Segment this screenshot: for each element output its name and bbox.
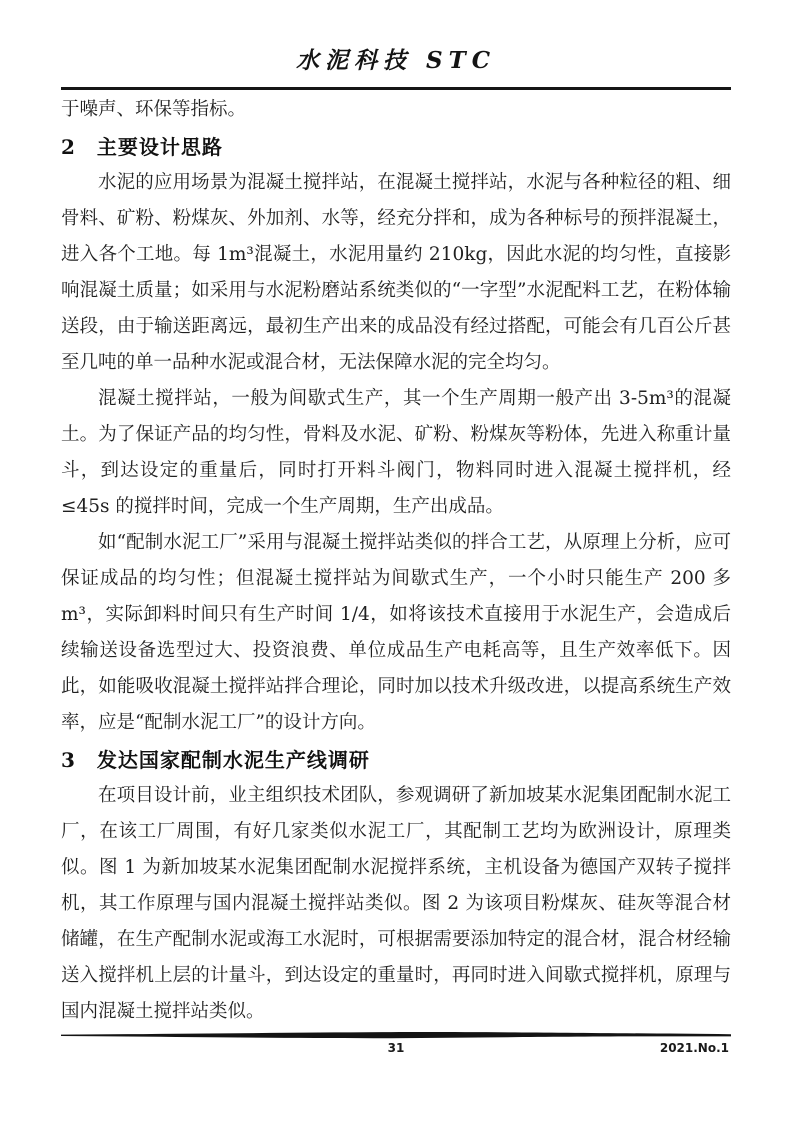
page-content [61, 0, 731, 1030]
continuation-paragraph: 于噪声、环保等指标。 [61, 99, 247, 120]
section-heading-3 [61, 744, 731, 776]
document-body [61, 92, 731, 1030]
section-heading-2 [61, 131, 731, 163]
section-title: 主要设计思路 [96, 135, 223, 159]
footer-row [61, 1040, 731, 1058]
section-2-paragraph-1: 水泥的应用场景为混凝土搅拌站，在混凝土搅拌站，水泥与各种粒径的粗、细骨料、矿粉、粉煤灰、外加剂、水等，经充分拌和，成为各种标号的预拌混凝土，进入各个工地。每 1m³混凝土，水泥用量约 210kg，因此水泥的均匀性，直接影响混凝土质量；如采用与水泥粉磨站系统类似的“一字型”水泥配料工艺，在粉体输送段，由于输送距离远，最初生产出来的成品没有经过搭配，可能会有几百公斤甚至几吨的单一品种水泥或混合材，无法保障水泥的完全均匀。 [61, 172, 731, 373]
header-rule [61, 87, 731, 90]
section-2-paragraph-3: 如“配制水泥工厂”采用与混凝土搅拌站类似的拌合工艺，从原理上分析，应可保证成品的均匀性；但混凝土搅拌站为间歇式生产，一个小时只能生产 200 多m³，实际卸料时间只有生产时间 1/4，如将该技术直接用于水泥生产，会造成后续输送设备选型过大、投资浪费、单位成品生产电耗高等，且生产效率低下。因此，如能吸收混凝土搅拌站拌合理论，同时加以技术升级改进，以提高系统生产效率，应是“配制水泥工厂”的设计方向。 [61, 532, 731, 733]
page-header [61, 0, 731, 90]
sections-container [61, 131, 731, 1030]
section-2-paragraph-2: 混凝土搅拌站，一般为间歇式生产，其一个生产周期一般产出 3-5m³的混凝土。为了保证产品的均匀性，骨料及水泥、矿粉、粉煤灰等粉体，先进入称重计量斗，到达设定的重量后，同时打开料斗阀门，物料同时进入混凝土搅拌机，经≤45s 的搅拌时间，完成一个生产周期，生产出成品。 [61, 388, 731, 517]
section-3-paragraph-1: 在项目设计前，业主组织技术团队，参观调研了新加坡某水泥集团配制水泥工厂，在该工厂周围，有好几家类似水泥工厂，其配制工艺均为欧洲设计，原理类似。图 1 为新加坡某水泥集团配制水泥搅拌系统，主机设备为德国产双转子搅拌机，其工作原理与国内混凝土搅拌站类似。图 2 为该项目粉煤灰、硅灰等混合材储罐，在生产配制水泥或海工水泥时，可根据需要添加特定的混合材，混合材经输送入搅拌机上层的计量斗，到达设定的重量时，再同时进入间歇式搅拌机，原理与国内混凝土搅拌站类似。 [61, 785, 731, 1022]
page-footer [61, 1031, 731, 1058]
journal-title: 水泥科技 STC [295, 47, 497, 74]
section-title: 发达国家配制水泥生产线调研 [96, 748, 370, 772]
footer-page-number: 31 [387, 1041, 405, 1055]
footer-rule [61, 1031, 731, 1040]
section-number: 3 [61, 748, 75, 772]
section-number: 2 [61, 135, 75, 159]
footer-issue-label: 2021.No.1 [659, 1041, 729, 1055]
